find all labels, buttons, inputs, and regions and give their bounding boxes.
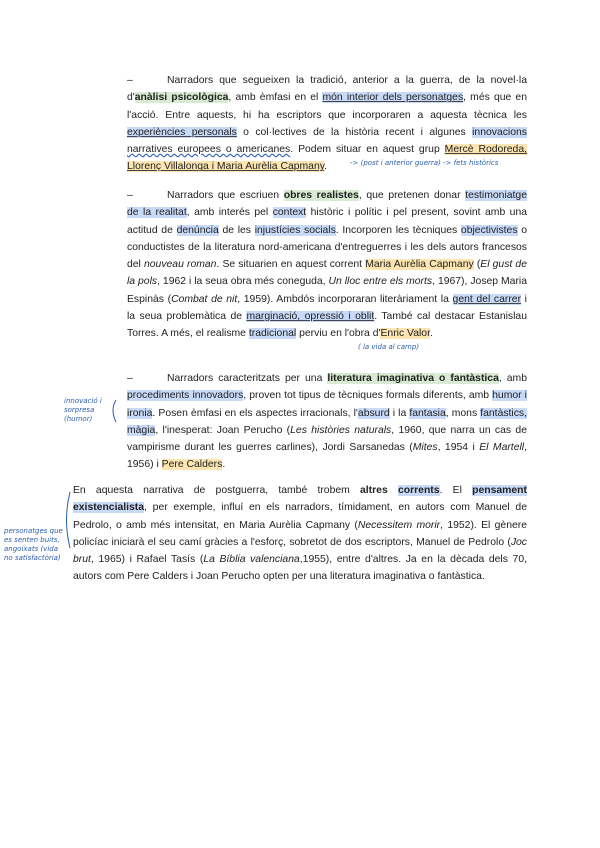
italic-text: Joc brut <box>73 536 527 566</box>
text: . Podem situar en aquest grup <box>290 144 445 156</box>
text: , més que en l'acció. Entre aquests, hi ha escriptors que incorporaren a aquesta tècnica les <box>127 92 527 121</box>
paragraph-literatura-imaginativa <box>127 370 527 474</box>
text: . Incorporen les tècniques <box>335 224 461 236</box>
text: ( <box>473 259 481 271</box>
text: , mons <box>445 407 481 419</box>
highlight: obres realistes <box>283 190 359 201</box>
bold-text: altres <box>360 485 398 496</box>
text: , amb èmfasi en el <box>228 92 323 104</box>
highlight: absurd <box>357 407 390 419</box>
text: , 1954 i <box>437 442 480 454</box>
highlight: innovacions <box>472 126 527 138</box>
text: , 1965) i Rafael Tasís ( <box>90 554 204 566</box>
italic-text: Les històries naturals <box>290 424 392 436</box>
italic-text: Necessitem morir <box>357 519 441 531</box>
highlight: Enric Valor <box>380 328 430 340</box>
text: de les <box>218 224 255 236</box>
text: , amb <box>498 373 527 384</box>
text: i la <box>389 407 410 419</box>
text: ,1955), entre d'altres. Ja en la dècada dels 70, autors com Pere Calders i Joan Perucho opten per una literatura imaginativa o fantàstica. <box>73 554 527 583</box>
italic-text: El Martell <box>479 442 525 454</box>
handwritten-note-camp: ( la vida al camp) <box>358 343 420 351</box>
highlight: fantàstics, màgia <box>127 407 528 436</box>
handwritten-note-innovacio: innovació i sorpresa (humor) <box>64 397 102 423</box>
text: . Posen èmfasi en els aspectes irracionals, l' <box>152 407 358 419</box>
highlight: literatura imaginativa o fantàstica <box>327 373 499 384</box>
highlight: món interior dels personatges <box>322 92 464 104</box>
highlight: context <box>272 207 307 219</box>
text: i la seua problemàtica de <box>127 293 527 323</box>
italic-text: nouveau roman <box>144 259 217 271</box>
highlight: Pere Calders <box>161 459 223 471</box>
text: Narradors que escriuen <box>167 190 284 201</box>
text: . Se situarien en aquest corrent <box>216 259 366 271</box>
highlight: humor i ironia <box>127 390 527 419</box>
text: , 1967), Josep Maria Espinàs ( <box>127 276 527 305</box>
text: , 1952). El gènere policíac iniciarà el seu camí gràcies a l'esforç, sobretot de dos escriptors, Manuel de Pedrolo ( <box>73 519 528 548</box>
italic-text: El gust de la pols <box>127 259 527 288</box>
text: històric i polític i pel present, sovint amb una actitud de <box>127 207 528 236</box>
text: . El <box>439 485 473 496</box>
handwritten-note-personatges: personatges que es senten buits, angoixats (vida no satisfactòria) <box>4 527 63 562</box>
highlight: procediments innovadors <box>127 390 244 402</box>
text: . <box>429 328 433 340</box>
highlight: tradicional <box>248 328 297 340</box>
text: . També cal destacar Estanislau Torres. A més, el realisme <box>127 311 527 340</box>
highlight: pensament existencialista <box>73 485 527 514</box>
highlight: experiències personals <box>127 126 237 138</box>
highlight: marginació, opressió i oblit <box>246 311 375 323</box>
bullet-dash: – <box>127 373 133 384</box>
text: , 1962 i la seua obra més coneguda, <box>157 276 329 288</box>
italic-text: Un lloc entre els morts <box>328 276 433 288</box>
paragraph-altres-corrents <box>73 482 527 586</box>
italic-text: Mites <box>412 442 438 454</box>
text: Narradors que segueixen la tradició, anterior a la guerra, de la novel·la d' <box>127 75 527 104</box>
text: Narradors caracteritzats per una <box>167 373 328 384</box>
text: o conductistes de la literatura nord-americana d'entreguerres i les dels autors francesos del <box>127 224 528 271</box>
bullet-dash: – <box>127 75 133 86</box>
text: , 1960, que narra un cas de vampirisme durant les guerres carlines), Jordi Sarsanedas ( <box>127 424 527 454</box>
handwritten-note-history: -> (post i anterior guerra) -> fets històrics <box>350 159 499 167</box>
highlight: testimoniatge de la realitat <box>127 190 527 219</box>
text: . <box>222 459 226 471</box>
highlight: Mercè Rodoreda, Llorenç Villalonga i Maria Aurèlia Capmany <box>127 144 528 173</box>
highlight: gent del carrer <box>452 293 522 305</box>
italic-text: La Bíblia valenciana <box>203 554 300 566</box>
highlight: corrents <box>397 485 440 496</box>
highlight: Maria Aurèlia Capmany <box>365 259 474 271</box>
paragraph-obres-realistes <box>127 187 527 343</box>
text: , que pretenen donar <box>358 190 466 201</box>
text: En aquesta narrativa de postguerra, també trobem <box>73 485 361 496</box>
text: narratives europees o americanes <box>127 144 291 156</box>
text: perviu en l'obra d' <box>296 328 381 340</box>
text: , 1959). Ambdós incorporaran literàriament la <box>237 293 453 305</box>
highlight: denúncia <box>176 224 219 236</box>
text: , 1956) i <box>127 442 527 471</box>
highlight: anàlisi psicològica <box>134 92 229 104</box>
text: , amb interés pel <box>186 207 273 219</box>
highlight: injustícies socials <box>254 224 336 236</box>
highlight: objectivistes <box>460 224 518 236</box>
text: , per exemple, influí en els narradors, tímidament, en autors com Manuel de Pedrolo, o amb més intensitat, en Maria Aurèlia Capmany ( <box>73 502 527 531</box>
text: . <box>324 161 328 173</box>
italic-text: Combat de nit <box>171 293 238 305</box>
text: , proven tot tipus de tècniques formals diferents, amb <box>243 390 493 402</box>
text: , l'inesperat: Joan Perucho ( <box>155 424 291 436</box>
text: o col·lectives de la història recent i algunes <box>236 126 473 138</box>
highlight: fantasia <box>409 407 446 419</box>
bullet-dash: – <box>127 190 133 201</box>
